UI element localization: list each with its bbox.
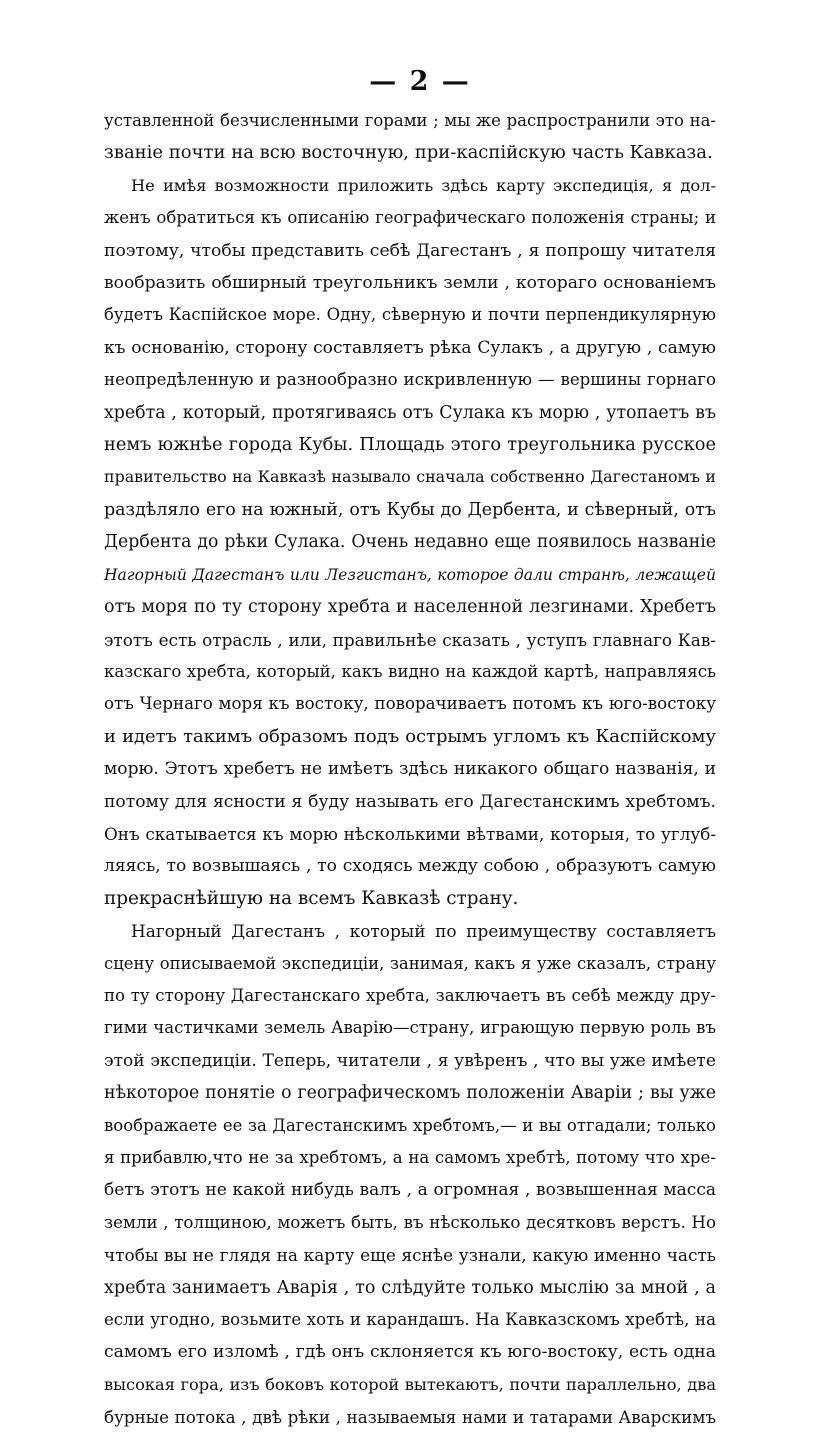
text-line: хребта занимаетъ Аварія , то слѣдуйте только мыслію за мной , а: [104, 1277, 716, 1298]
text-line: если угодно, возьмите хоть и карандашъ. На Кавказскомъ хребтѣ, на: [104, 1310, 716, 1330]
text-line: земли , толщиною, можетъ быть, въ нѣсколько десятковъ верстъ. Но: [104, 1212, 716, 1232]
text-line: будетъ Каспійское море. Одну, сѣверную и почти перпендикулярную: [104, 305, 716, 325]
text-line: Дербента до рѣки Сулака. Очень недавно еще появилось названіе: [104, 532, 716, 553]
text-line: Нагорный Дагестанъ , который по преимуществу составляетъ: [131, 921, 716, 942]
text-line: высокая гора, изъ боковъ которой вытекаютъ, почти параллельно, два: [104, 1374, 716, 1394]
text-line: гими частичками земель Аварію—страну, играющую первую роль въ: [104, 1018, 716, 1038]
paragraph-1: [104, 105, 716, 170]
text-line: самомъ его изломѣ , гдѣ онъ склоняется къ юго-востоку, есть одна: [104, 1342, 716, 1363]
text-line: по ту сторону Дагестанскаго хребта, заключаетъ въ себѣ между дру-: [104, 985, 716, 1005]
text-line: немъ южнѣе города Кубы. Площадь этого треугольника русское: [104, 434, 716, 456]
text-line: сцену описываемой экспедиціи, занимая, какъ я уже сказалъ, страну: [104, 953, 716, 973]
text-line: воображаете ее за Дагестанскимъ хребтомъ,— и вы отгадали; только: [104, 1115, 716, 1135]
text-line: вообразить обширный треугольникъ земли , котораго основаніемъ: [104, 273, 716, 294]
text-line: этой экспедиціи. Теперь, читатели , я увѣренъ , что вы уже имѣете: [104, 1050, 716, 1071]
text-line: бетъ этотъ не какой нибудь валъ , а огромная , возвышенная масса: [104, 1180, 716, 1201]
text-line: женъ обратиться къ описанію географическаго положенія страны; и: [104, 208, 716, 228]
paragraph-3: [104, 915, 716, 1434]
text-line: прекраснѣйшую на всемъ Кавказѣ страну.: [104, 887, 519, 909]
text-line: правительство на Кавказѣ называло сначала собственно Дагестаномъ и: [104, 467, 716, 487]
text-line: отъ моря по ту сторону хребта и населенной лезгинами. Хребетъ: [104, 597, 716, 618]
text-line: раздѣляло его на южный, отъ Кубы до Дербента, и сѣверный, отъ: [104, 499, 716, 520]
text-line: поэтому, чтобы представить себѣ Дагестанъ , я попрошу читателя: [104, 240, 716, 261]
text-line: чтобы вы не глядя на карту еще яснѣе узнали, какую именно часть: [104, 1245, 716, 1266]
text-line: званіе почти на всю восточную, при-каспійскую часть Кавказа.: [104, 142, 713, 164]
text-line: нѣкоторое понятіе о географическомъ положеніи Аваріи ; вы уже: [104, 1083, 716, 1104]
text-line: Не имѣя возможности приложить здѣсь карту экспедиція, я дол-: [131, 175, 716, 195]
text-line: къ основанію, сторону составляетъ рѣка Сулакъ , а другую , самую: [104, 337, 716, 358]
text-line: казскаго хребта, который, какъ видно на каждой картѣ, направляясь: [104, 661, 716, 681]
text-line: уставленной безчисленными горами ; мы же распространили это на-: [104, 111, 716, 130]
page-number: — 2 —: [369, 66, 471, 97]
text-line: бурные потока , двѣ рѣки , называемыя нами и татарами Аварскимъ: [104, 1407, 716, 1428]
text-line: потому для ясности я буду называть его Дагестанскимъ хребтомъ.: [104, 791, 716, 812]
text-line: этотъ есть отрасль , или, правильнѣе сказать , уступъ главнаго Кав-: [104, 629, 716, 650]
text-line: морю. Этотъ хребетъ не имѣетъ здѣсь никакого общаго названія, и: [104, 759, 716, 780]
body-text: [104, 105, 716, 1434]
text-line-italic: Нагорный Дагестанъ или Лезгистанъ, которое дали странѣ, лежащей: [104, 565, 716, 584]
paragraph-2: [104, 170, 716, 915]
text-line: я прибавлю,что не за хребтомъ, а на самомъ хребтѣ, потому что хре-: [104, 1148, 716, 1167]
text-line: отъ Чернаго моря къ востоку, поворачиваетъ потомъ къ юго-востоку: [104, 694, 716, 714]
text-line: хребта , который, протягиваясь отъ Сулака къ морю , утопаетъ въ: [104, 402, 716, 423]
text-line: неопредѣленную и разнообразно искривленную — вершины горнаго: [104, 370, 716, 390]
text-line: Онъ скатывается къ морю нѣсколькими вѣтвами, которыя, то углуб-: [104, 823, 716, 844]
text-line: и идетъ такимъ образомъ подъ острымъ угломъ къ Каспійскому: [104, 725, 716, 747]
text-line: ляясь, то возвышаясь , то сходясь между собою , образуютъ самую: [104, 856, 716, 877]
